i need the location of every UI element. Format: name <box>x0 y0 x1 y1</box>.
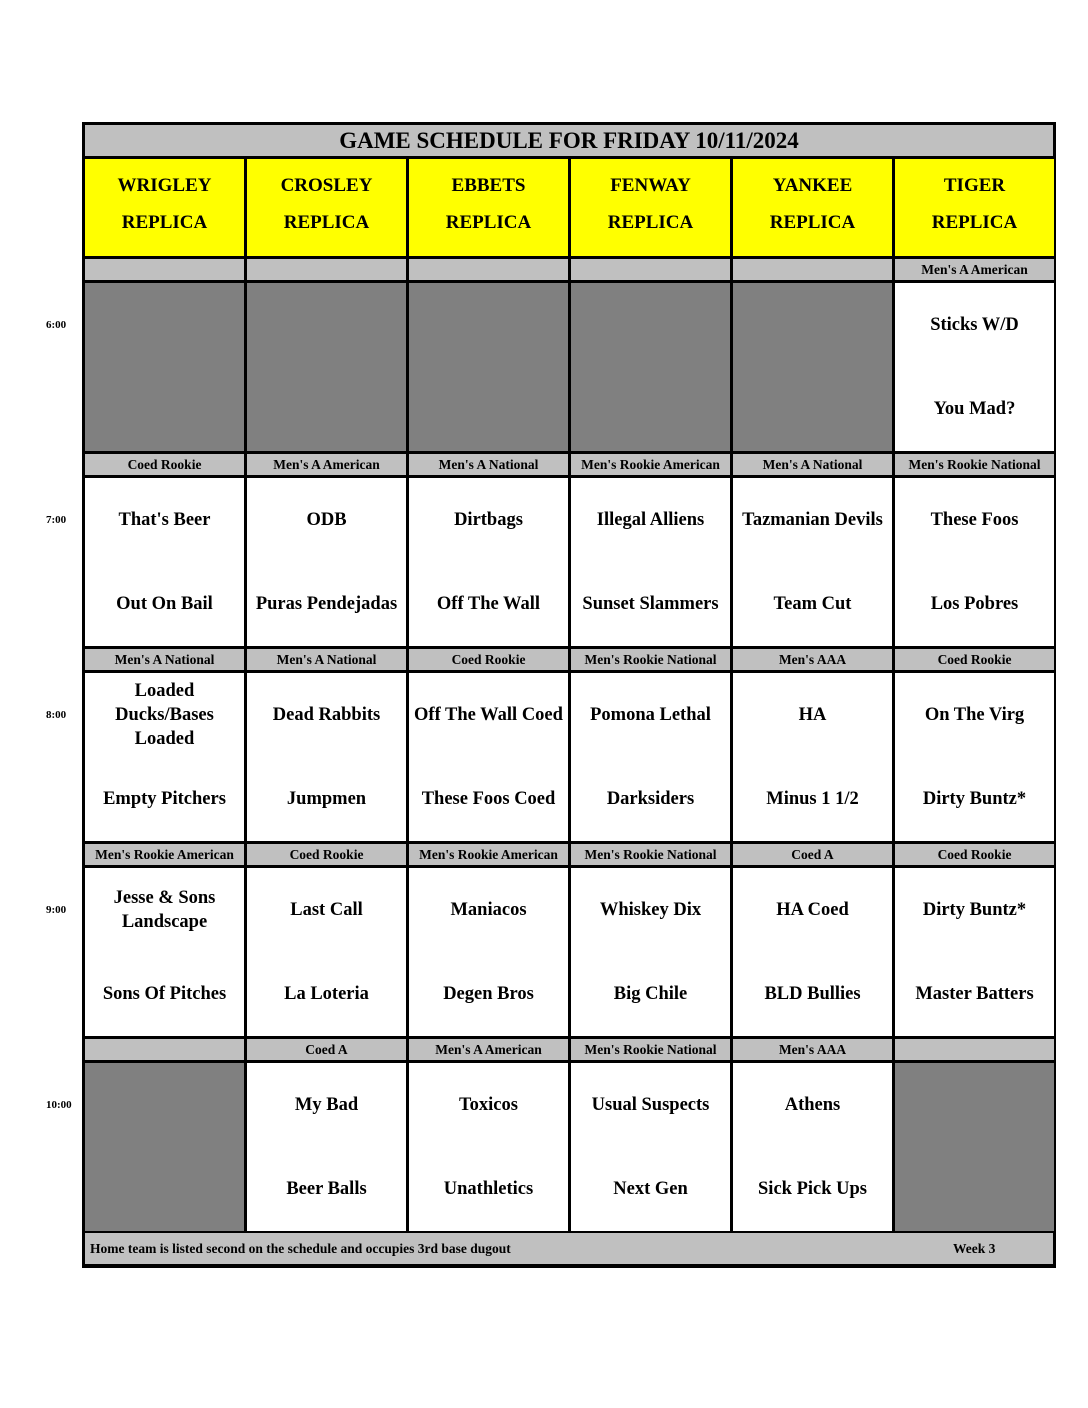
division-label <box>247 259 406 280</box>
game-slot <box>733 478 892 646</box>
home-team: Sick Pick Ups <box>758 1179 867 1199</box>
home-team: You Mad? <box>933 399 1016 419</box>
division-label: Men's Rookie American <box>571 454 730 475</box>
home-team: Dirty Buntz* <box>922 789 1027 809</box>
game-slot <box>247 673 406 841</box>
game-slot <box>733 673 892 841</box>
game-slot <box>571 478 730 646</box>
division-label <box>85 259 244 280</box>
division-label: Men's Rookie National <box>895 454 1054 475</box>
away-team: These Foos <box>930 510 1019 530</box>
division-label: Men's A National <box>247 649 406 670</box>
field-header-wrigley <box>85 159 244 256</box>
away-team: Loaded Ducks/Bases Loaded <box>115 681 214 749</box>
away-team: Toxicos <box>459 1095 518 1115</box>
game-slot <box>571 868 730 1036</box>
field-name: TIGER <box>943 175 1006 196</box>
away-team: My Bad <box>294 1095 359 1115</box>
away-team: Off The Wall Coed <box>414 705 563 725</box>
division-label <box>895 1039 1054 1060</box>
home-team: Master Batters <box>915 984 1034 1004</box>
division-label: Men's Rookie National <box>571 844 730 865</box>
away-team: Maniacos <box>450 900 527 920</box>
away-team: Athens <box>784 1095 841 1115</box>
field-subtitle: REPLICA <box>769 212 856 233</box>
division-label <box>571 259 730 280</box>
home-team: Los Pobres <box>930 594 1019 614</box>
field-header-fenway <box>571 159 730 256</box>
game-slot <box>409 673 568 841</box>
field-name: YANKEE <box>772 175 853 196</box>
game-slot <box>895 673 1054 841</box>
division-label: Men's A National <box>85 649 244 670</box>
game-slot <box>247 868 406 1036</box>
field-name: CROSLEY <box>280 175 373 196</box>
division-label: Men's Rookie American <box>85 844 244 865</box>
game-slot <box>247 1063 406 1231</box>
game-slot <box>571 673 730 841</box>
division-label: Men's A National <box>733 454 892 475</box>
field-name: WRIGLEY <box>117 175 212 196</box>
field-subtitle: REPLICA <box>283 212 370 233</box>
time-label: 9:00 <box>46 904 67 916</box>
division-label: Men's A American <box>247 454 406 475</box>
home-team: Jumpmen <box>286 789 367 809</box>
home-team: Beer Balls <box>286 1179 367 1199</box>
home-team: Darksiders <box>606 789 695 809</box>
field-name: FENWAY <box>610 175 691 196</box>
field-subtitle: REPLICA <box>931 212 1018 233</box>
division-label <box>409 259 568 280</box>
footer-note: Home team is listed second on the schedule and occupies 3rd base dugout <box>90 1240 511 1256</box>
home-team: Out On Bail <box>116 594 213 614</box>
division-label: Men's A American <box>895 259 1054 280</box>
away-team: Tazmanian Devils <box>742 510 883 530</box>
empty-slot <box>247 283 406 451</box>
away-team: Last Call <box>290 900 363 920</box>
home-team: La Loteria <box>284 984 369 1004</box>
schedule-title: GAME SCHEDULE FOR FRIDAY 10/11/2024 <box>85 125 1053 156</box>
game-slot <box>409 478 568 646</box>
division-label: Men's AAA <box>733 1039 892 1060</box>
field-subtitle: REPLICA <box>445 212 532 233</box>
home-team: Unathletics <box>443 1179 534 1199</box>
division-label: Coed A <box>247 1039 406 1060</box>
home-team: Empty Pitchers <box>103 789 226 809</box>
game-slot <box>409 1063 568 1231</box>
footer-bar <box>85 1233 1053 1264</box>
home-team: BLD Bullies <box>764 984 861 1004</box>
field-subtitle: REPLICA <box>607 212 694 233</box>
away-team: Illegal Alliens <box>596 510 705 530</box>
empty-slot <box>85 1063 244 1231</box>
time-label: 6:00 <box>46 319 67 331</box>
division-label: Men's A National <box>409 454 568 475</box>
game-slot <box>733 868 892 1036</box>
field-name: EBBETS <box>451 175 526 196</box>
home-team: Next Gen <box>613 1179 688 1199</box>
empty-slot <box>733 283 892 451</box>
division-label: Men's Rookie National <box>571 649 730 670</box>
game-slot <box>85 868 244 1036</box>
away-team: HA <box>798 705 827 725</box>
empty-slot <box>409 283 568 451</box>
away-team: On The Virg <box>924 705 1025 725</box>
time-label: 10:00 <box>46 1099 72 1111</box>
division-label: Coed Rookie <box>895 844 1054 865</box>
division-label: Men's Rookie National <box>571 1039 730 1060</box>
field-subtitle: REPLICA <box>121 212 208 233</box>
field-header-crosley <box>247 159 406 256</box>
game-slot <box>85 673 244 841</box>
time-label: 8:00 <box>46 709 67 721</box>
away-team: Whiskey Dix <box>599 900 702 920</box>
division-label: Men's AAA <box>733 649 892 670</box>
game-slot <box>895 868 1054 1036</box>
game-slot <box>571 1063 730 1231</box>
division-label: Coed Rookie <box>895 649 1054 670</box>
game-slot <box>409 868 568 1036</box>
away-team: Dirty Buntz* <box>922 900 1027 920</box>
week-label: Week 3 <box>953 1240 996 1256</box>
away-team: Sticks W/D <box>930 315 1019 335</box>
home-team: Sunset Slammers <box>582 594 719 614</box>
home-team: Team Cut <box>773 594 852 614</box>
division-label: Coed Rookie <box>247 844 406 865</box>
division-label: Men's Rookie American <box>409 844 568 865</box>
division-label: Coed Rookie <box>85 454 244 475</box>
time-label: 7:00 <box>46 514 67 526</box>
division-label: Coed Rookie <box>409 649 568 670</box>
home-team: Sons Of Pitches <box>102 984 227 1004</box>
empty-slot <box>895 1063 1054 1231</box>
empty-slot <box>571 283 730 451</box>
home-team: Off The Wall <box>436 594 541 614</box>
home-team: These Foos Coed <box>421 789 556 809</box>
game-slot <box>895 478 1054 646</box>
game-slot <box>247 478 406 646</box>
division-label: Coed A <box>733 844 892 865</box>
division-label <box>733 259 892 280</box>
away-team: Dirtbags <box>454 510 523 530</box>
home-team: Big Chile <box>613 984 688 1004</box>
game-slot <box>85 478 244 646</box>
division-label <box>85 1039 244 1060</box>
field-header-yankee <box>733 159 892 256</box>
empty-slot <box>85 283 244 451</box>
away-team: ODB <box>306 510 347 530</box>
schedule-grid <box>82 122 1056 1268</box>
away-team: HA Coed <box>776 900 849 920</box>
home-team: Degen Bros <box>443 984 534 1004</box>
home-team: Minus 1 1/2 <box>766 789 859 809</box>
field-header-tiger <box>895 159 1054 256</box>
division-label: Men's A American <box>409 1039 568 1060</box>
game-slot <box>733 1063 892 1231</box>
home-team: Puras Pendejadas <box>255 594 398 614</box>
game-slot <box>895 283 1054 451</box>
away-team: Pomona Lethal <box>590 705 711 725</box>
field-header-ebbets <box>409 159 568 256</box>
away-team: Dead Rabbits <box>272 705 381 725</box>
away-team: Usual Suspects <box>591 1095 710 1115</box>
away-team: Jesse & Sons Landscape <box>113 888 216 932</box>
away-team: That's Beer <box>118 510 211 530</box>
